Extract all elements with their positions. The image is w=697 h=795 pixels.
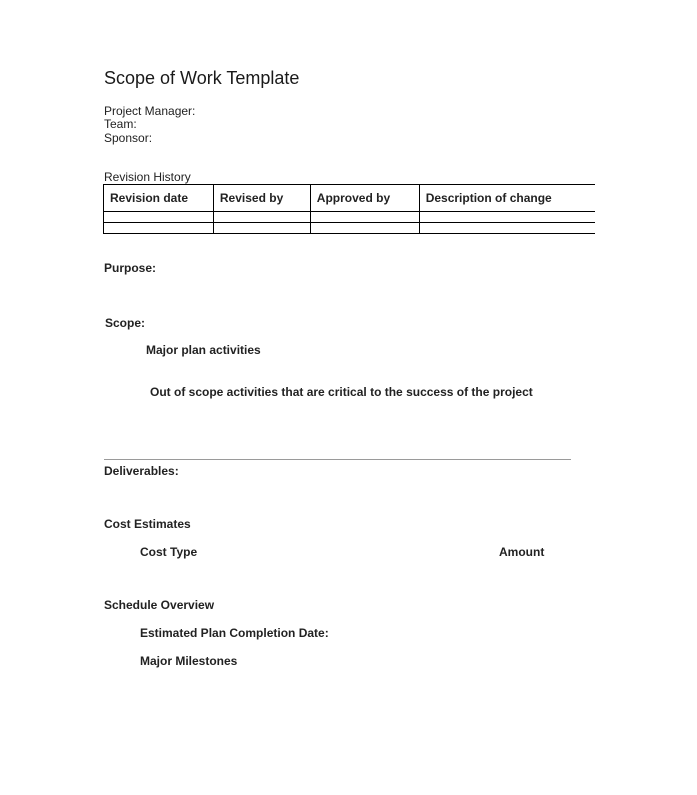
out-of-scope-label: Out of scope activities that are critical to the success of the project xyxy=(150,385,533,399)
team-label: Team: xyxy=(104,117,137,131)
table-cell[interactable] xyxy=(213,212,310,223)
table-row xyxy=(104,223,596,234)
cost-estimates-heading: Cost Estimates xyxy=(104,517,191,531)
table-cell[interactable] xyxy=(104,212,214,223)
table-cell[interactable] xyxy=(213,223,310,234)
table-cell[interactable] xyxy=(310,223,419,234)
major-plan-activities-label: Major plan activities xyxy=(146,343,261,357)
deliverables-heading: Deliverables: xyxy=(104,464,179,478)
schedule-overview-heading: Schedule Overview xyxy=(104,598,215,612)
table-cell[interactable] xyxy=(310,212,419,223)
sponsor-label: Sponsor: xyxy=(104,131,153,145)
amount-label: Amount xyxy=(499,545,545,559)
section-divider xyxy=(104,459,571,460)
table-cell[interactable] xyxy=(104,223,214,234)
column-header-description: Description of change xyxy=(419,185,595,212)
column-header-revision-date: Revision date xyxy=(104,185,214,212)
purpose-heading: Purpose: xyxy=(104,261,157,275)
table-cell[interactable] xyxy=(419,223,595,234)
revision-history-caption: Revision History xyxy=(104,170,191,184)
major-milestones-label: Major Milestones xyxy=(140,654,238,668)
table-cell[interactable] xyxy=(419,212,595,223)
column-header-revised-by: Revised by xyxy=(213,185,310,212)
completion-date-label: Estimated Plan Completion Date: xyxy=(140,626,329,640)
table-header-row xyxy=(104,185,596,212)
revision-history-table xyxy=(103,184,595,234)
cost-type-label: Cost Type xyxy=(140,545,198,559)
column-header-approved-by: Approved by xyxy=(310,185,419,212)
table-row xyxy=(104,212,596,223)
project-manager-label: Project Manager: xyxy=(104,104,196,118)
document-title: Scope of Work Template xyxy=(104,68,300,88)
scope-heading: Scope: xyxy=(105,316,146,330)
